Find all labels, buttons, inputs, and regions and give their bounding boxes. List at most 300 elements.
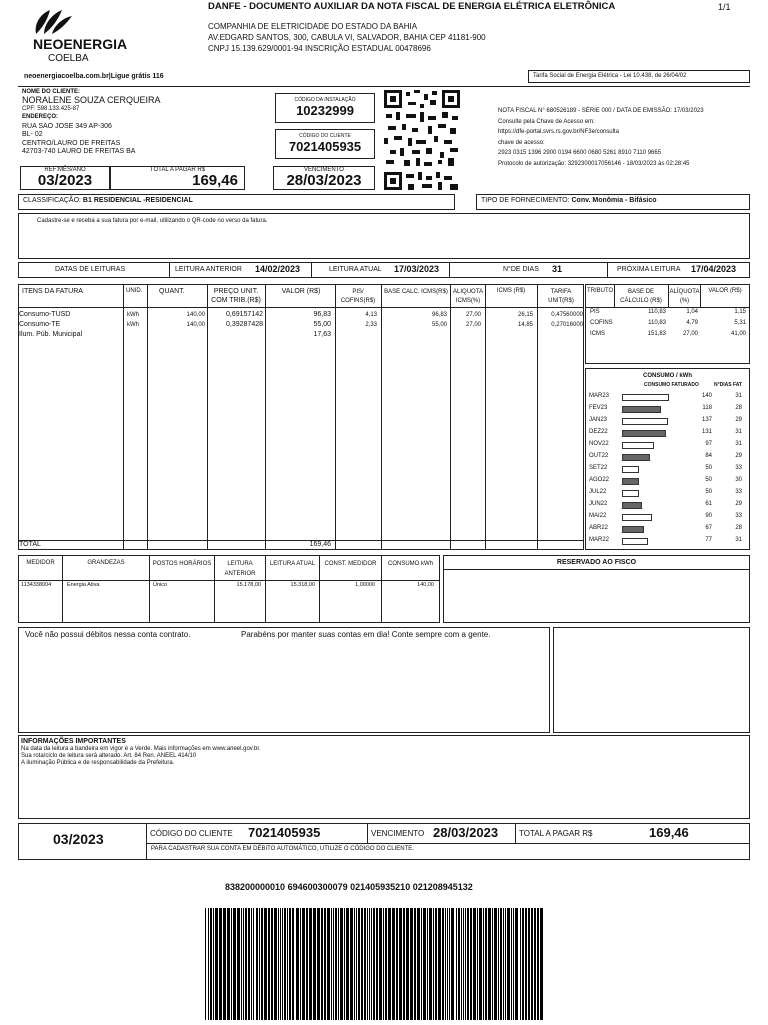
- barcode-bar: [223, 908, 226, 1020]
- due-value: 28/03/2023: [286, 172, 362, 189]
- meter-consumo: 140,00: [417, 582, 434, 588]
- barcode-bar: [245, 908, 247, 1020]
- chart-days-label: 30: [735, 477, 742, 483]
- chart-month-label: JAN23: [589, 417, 608, 423]
- chart-days-label: 31: [735, 537, 742, 543]
- tax-row-3-value: 41,00: [730, 331, 746, 337]
- item-row-2-base: 55,00: [431, 322, 447, 328]
- company-line-2: AV.EDGARD SANTOS, 300, CABULA VI, SALVADOR, BAHIA CEP 41181-900: [208, 33, 486, 42]
- days-label: N°DE DIAS: [503, 266, 539, 273]
- total-label: TOTAL A PAGAR R$: [149, 167, 206, 173]
- classification-value: B1 RESIDENCIAL -RESIDENCIAL: [82, 197, 193, 204]
- chart-value-label: 84: [705, 453, 712, 459]
- barcode-bar: [264, 908, 267, 1020]
- barcode-number: 838200000010 694600300079 021405935210 021208945132: [225, 882, 473, 892]
- chart-days-label: 29: [735, 417, 742, 423]
- meter-header-medidor: MEDIDOR: [26, 560, 55, 566]
- client-top-rule: [18, 86, 750, 87]
- barcode-bar: [261, 908, 263, 1020]
- classification-box: [18, 194, 455, 210]
- barcode-bar: [219, 908, 222, 1020]
- chart-value-label: 137: [701, 417, 712, 423]
- barcode-bar: [525, 908, 527, 1020]
- barcode-bar: [485, 908, 487, 1020]
- chart-bar: [622, 454, 650, 461]
- barcode-bar: [417, 908, 420, 1020]
- fisco-rule: [444, 569, 749, 570]
- barcode-bar: [302, 908, 305, 1020]
- barcode-bar: [259, 908, 260, 1020]
- tax-row-1-name: PIS: [590, 309, 600, 315]
- barcode-bar: [321, 908, 323, 1020]
- chart-col-consumo: CONSUMO FATURADO: [644, 382, 699, 388]
- chart-bar: [622, 466, 639, 473]
- barcode-bar: [253, 908, 254, 1020]
- site-info[interactable]: neoenergiacoelba.com.br|Ligue grátis 116: [24, 73, 164, 80]
- barcode-bar: [317, 908, 320, 1020]
- barcode-bar: [306, 908, 308, 1020]
- due-box: [273, 166, 375, 190]
- barcode-bar: [300, 908, 301, 1020]
- chart-col-days: N°DIAS FAT: [714, 382, 743, 388]
- chart-bar: [622, 478, 639, 485]
- readings-bar: [18, 262, 750, 278]
- barcode-bar: [458, 908, 460, 1020]
- curr-reading-date: 17/03/2023: [394, 264, 440, 274]
- barcode-bar: [379, 908, 382, 1020]
- chart-month-label: ABR22: [589, 525, 609, 531]
- barcode-bar: [373, 908, 375, 1020]
- prev-reading-label: LEITURA ANTERIOR: [175, 266, 242, 273]
- consumption-chart: [585, 368, 750, 550]
- address-line-3: CENTRO/LAURO DE FREITAS: [22, 140, 121, 147]
- items-header-icms: ICMS (R$): [496, 288, 526, 294]
- item-row-2-price: 0,39287428: [226, 321, 263, 328]
- barcode-bar: [346, 908, 349, 1020]
- chart-value-label: 61: [705, 501, 712, 507]
- barcode-bar: [233, 908, 236, 1020]
- items-col-8: [485, 285, 486, 549]
- chart-bar: [622, 526, 644, 533]
- ref-value: 03/2023: [37, 172, 93, 189]
- barcode-bar: [442, 908, 444, 1020]
- due-label: VENCIMENTO: [304, 167, 344, 173]
- meter-header-grandezas: GRANDEZAS: [87, 560, 125, 566]
- barcode-bar: [256, 908, 258, 1020]
- items-col-2: [147, 285, 148, 549]
- barcode-bar: [237, 908, 240, 1020]
- barcode-bar: [498, 908, 499, 1020]
- item-row-2-tariff: 0,27016000: [551, 322, 583, 328]
- meter-header-leitura-atual: LEITURA ATUAL: [269, 561, 316, 567]
- chart-month-label: JUL22: [589, 489, 607, 495]
- items-table: [18, 284, 584, 550]
- barcode-bar: [282, 908, 283, 1020]
- ref-label: REF:MÊS/ANO: [44, 167, 86, 173]
- barcode-bar: [358, 908, 360, 1020]
- client-code: 7021405935: [288, 139, 362, 154]
- chart-title: CONSUMO / kWh: [643, 373, 692, 379]
- item-row-2-unit: kWh: [127, 322, 139, 328]
- barcode-bar: [278, 908, 279, 1020]
- barcode-bar: [522, 908, 524, 1020]
- tax-row-2-name: COFINS: [590, 320, 613, 326]
- nf-consult-link[interactable]: https://dfe-portal.svrs.rs.gov.br/NF3e/consulta: [498, 129, 619, 135]
- barcode-bar: [248, 908, 250, 1020]
- readings-divider-2: [311, 263, 312, 277]
- barcode-bar: [503, 908, 504, 1020]
- tax-row-2-value: 5,31: [734, 320, 746, 326]
- items-total-label: TOTAL: [19, 541, 41, 548]
- barcode-bar: [287, 908, 288, 1020]
- chart-month-label: MAR23: [589, 393, 610, 399]
- barcode-bar: [340, 908, 343, 1020]
- barcode-bar: [537, 908, 539, 1020]
- item-row-1-qty: 140,00: [186, 312, 205, 318]
- next-reading-date: 17/04/2023: [691, 264, 737, 274]
- items-header-price: PREÇO UNIT. COM TRIB.(R$): [211, 288, 261, 304]
- items-header-qty: QUANT.: [159, 288, 185, 295]
- barcode-bar: [388, 908, 391, 1020]
- chart-bar: [622, 490, 639, 497]
- barcode-bar: [406, 908, 409, 1020]
- barcode-bar: [421, 908, 422, 1020]
- chart-bar: [622, 442, 654, 449]
- chart-days-label: 31: [735, 429, 742, 435]
- barcode-bar: [463, 908, 464, 1020]
- barcode-bar: [383, 908, 384, 1020]
- item-row-2-aliq: 27,00: [465, 322, 481, 328]
- barcode-bar: [241, 908, 242, 1020]
- footer-ref: 03/2023: [53, 831, 104, 847]
- chart-value-label: 140: [701, 393, 712, 399]
- barcode-bar: [292, 908, 294, 1020]
- barcode-bar: [483, 908, 484, 1020]
- barcode-bar: [327, 908, 330, 1020]
- item-row-1-unit: kWh: [127, 312, 139, 318]
- address-label: ENDEREÇO:: [22, 114, 59, 120]
- readings-divider-3: [449, 263, 450, 277]
- barcode-bar: [403, 908, 405, 1020]
- qr-code-icon: [384, 90, 460, 190]
- chart-month-label: AGO22: [589, 477, 610, 483]
- chart-value-label: 50: [705, 477, 712, 483]
- barcode-bar: [511, 908, 512, 1020]
- chart-value-label: 131: [701, 429, 712, 435]
- barcode-bar: [477, 908, 478, 1020]
- nf-line-1: NOTA FISCAL N° 680526189 - SÉRIE 000 / DATA DE EMISSÃO: 17/03/2023: [498, 108, 704, 114]
- barcode-bar: [296, 908, 299, 1020]
- barcode-bar: [399, 908, 402, 1020]
- meter-id: 1134338004: [21, 582, 52, 588]
- nf-info-block: [498, 106, 704, 169]
- meter-header-postos: POSTOS HORÁRIOS: [152, 561, 212, 567]
- chart-days-label: 33: [735, 513, 742, 519]
- messages-box: [18, 627, 550, 733]
- barcode-bar: [356, 908, 357, 1020]
- barcode-bar: [215, 908, 218, 1020]
- barcode-bar: [433, 908, 434, 1020]
- barcode-bar: [540, 908, 543, 1020]
- chart-value-label: 67: [705, 525, 712, 531]
- chart-month-label: OUT22: [589, 453, 609, 459]
- info-line-2: Sua rota/ciclo de leitura será alterado. Art. 84 Ren. ANEEL 414/10: [21, 753, 197, 759]
- tax-row-1-base: 110,83: [648, 309, 666, 315]
- meter-header-consumo: CONSUMO kWh: [388, 561, 433, 567]
- barcode-bar: [423, 908, 426, 1020]
- meter-header-leitura-ant: LEITURA ANTERIOR: [224, 561, 256, 577]
- nf-protocol: Protocolo de autorização: 3292300017056146 - 18/03/2023 às 02:28:45: [498, 160, 690, 167]
- qr-code[interactable]: [384, 90, 460, 190]
- barcode: [205, 908, 545, 1020]
- message-1: Você não possui débitos nessa conta contrato.: [25, 630, 191, 639]
- barcode-bar: [507, 908, 510, 1020]
- chart-days-label: 33: [735, 489, 742, 495]
- barcode-bar: [515, 908, 518, 1020]
- items-col-5: [335, 285, 336, 549]
- readings-label: DATAS DE LEITURAS: [55, 266, 126, 273]
- chart-days-label: 28: [735, 405, 742, 411]
- barcode-bar: [488, 908, 491, 1020]
- barcode-bar: [473, 908, 476, 1020]
- meter-table: [18, 555, 440, 623]
- barcode-bar: [268, 908, 270, 1020]
- item-row-2-icms: 14,85: [517, 322, 533, 328]
- barcode-bar: [210, 908, 212, 1020]
- items-col-1: [123, 285, 124, 549]
- chart-value-label: 97: [705, 441, 712, 447]
- barcode-bar: [513, 908, 514, 1020]
- nf-line-2: Consulte pela Chave de Acesso em:: [498, 118, 595, 125]
- address-line-2: BL- 02: [22, 131, 43, 138]
- barcode-bar: [364, 908, 366, 1020]
- barcode-bar: [456, 908, 457, 1020]
- company-line-1: COMPANHIA DE ELETRICIDADE DO ESTADO DA BAHIA: [208, 22, 418, 31]
- footer-divider-1: [146, 824, 147, 859]
- tax-row-3-aliq: 27,00: [682, 331, 698, 337]
- curr-reading-label: LEITURA ATUAL: [329, 266, 382, 273]
- item-row-1-value: 96,83: [313, 311, 331, 318]
- chart-value-label: 77: [705, 537, 712, 543]
- readings-divider-1: [169, 263, 170, 277]
- barcode-bar: [231, 908, 232, 1020]
- chart-days-label: 29: [735, 501, 742, 507]
- barcode-bar: [280, 908, 281, 1020]
- item-row-2-value: 55,00: [313, 321, 331, 328]
- items-header-item: ITENS DA FATURA: [22, 288, 83, 295]
- nf-line-4: chave de acesso:: [498, 139, 545, 146]
- supply-value: Conv. Monômia - Bifásico: [571, 197, 657, 204]
- barcode-bar: [528, 908, 530, 1020]
- chart-days-label: 29: [735, 453, 742, 459]
- chart-bar: [622, 538, 648, 545]
- items-col-3: [207, 285, 208, 549]
- barcode-bar: [361, 908, 363, 1020]
- supply-box: [476, 194, 750, 210]
- item-row-2-pis: 2,33: [365, 322, 377, 328]
- barcode-bar: [251, 908, 252, 1020]
- ref-box: [20, 166, 110, 190]
- barcode-bar: [213, 908, 214, 1020]
- info-line-1: Na data da leitura a bandeira em vigor é a Verde. Mais informações em www.aneel.gov.br.: [21, 746, 261, 752]
- notice-text: Cadastre-se e receba a sua fatura por e-mail, utilizando o QR-code no verso da fatura.: [37, 218, 268, 224]
- barcode-bar: [354, 908, 355, 1020]
- barcode-bar: [205, 908, 206, 1020]
- tax-header-rule: [586, 307, 749, 308]
- barcode-bar: [227, 908, 230, 1020]
- tax-col-1: [614, 285, 615, 307]
- chart-month-label: FEV23: [589, 405, 608, 411]
- barcode-bar: [465, 908, 466, 1020]
- chart-value-label: 50: [705, 465, 712, 471]
- barcode-bar: [271, 908, 273, 1020]
- barcode-bar: [331, 908, 332, 1020]
- items-header-pis: PIS/ COFINS(R$): [340, 289, 376, 304]
- barcode-bar: [289, 908, 291, 1020]
- barcode-bar: [371, 908, 372, 1020]
- barcode-bar: [324, 908, 326, 1020]
- chart-days-label: 33: [735, 465, 742, 471]
- meter-header-rule: [19, 580, 439, 581]
- footer-mid-rule: [146, 843, 749, 844]
- nf-access-key: 2923 0315 1396 2900 0194 6600 0680 5261 8910 7110 9665: [498, 150, 662, 156]
- footer-due-label: VENCIMENTO: [371, 829, 425, 838]
- barcode-bar: [531, 908, 533, 1020]
- items-header-value: VALOR (R$): [281, 288, 321, 295]
- barcode-bar: [367, 908, 368, 1020]
- tax-row-3-name: ICMS: [590, 331, 605, 337]
- info-box: [18, 735, 750, 819]
- tax-header-aliq: ALÍQUOTA (%): [669, 289, 700, 304]
- client-name: NORALENE SOUZA CERQUEIRA: [22, 95, 161, 105]
- page-number: 1/1: [718, 2, 731, 12]
- tax-header-base: BASE DE CÁLCULO (R$): [620, 289, 662, 304]
- supply-label: TIPO DE FORNECIMENTO:: [481, 197, 570, 204]
- item-row-2-qty: 140,00: [186, 322, 205, 328]
- footer-divider-2: [367, 824, 368, 843]
- sub-brand: COELBA: [48, 53, 89, 64]
- total-value: 169,46: [192, 172, 238, 189]
- chart-days-label: 31: [735, 393, 742, 399]
- footer-client: 7021405935: [248, 825, 321, 840]
- neoenergia-logo: [30, 6, 74, 36]
- brand-name: NEOENERGIA: [33, 36, 128, 52]
- footer-client-label: CÓDIGO DO CLIENTE: [150, 829, 233, 838]
- tax-row-2-base: 110,83: [648, 320, 666, 326]
- chart-bar: [622, 406, 661, 413]
- barcode-bar: [435, 908, 437, 1020]
- chart-value-label: 118: [702, 405, 712, 411]
- classification-label: CLASSIFICAÇÃO:: [23, 197, 81, 204]
- barcode-bar: [333, 908, 334, 1020]
- meter-curr: 15.318,00: [290, 582, 315, 588]
- meter-const: 1,00000: [355, 582, 375, 588]
- fisco-box: [443, 555, 750, 623]
- barcode-bar: [376, 908, 378, 1020]
- tax-row-1-value: 1,15: [734, 309, 746, 315]
- notice-box: [18, 213, 750, 259]
- barcode-bar: [396, 908, 398, 1020]
- chart-bar: [622, 430, 666, 437]
- barcode-bar: [470, 908, 472, 1020]
- messages-side-box: [553, 627, 750, 733]
- barcode-bar: [451, 908, 454, 1020]
- barcode-bar: [274, 908, 277, 1020]
- barcode-bar: [385, 908, 387, 1020]
- tax-table: [585, 284, 750, 364]
- item-row-1-price: 0,69157142: [226, 311, 263, 318]
- barcode-bar: [461, 908, 462, 1020]
- footer-slip: [18, 823, 750, 860]
- items-col-4: [265, 285, 266, 549]
- barcode-bar: [500, 908, 502, 1020]
- client-code-box: [275, 129, 375, 159]
- tax-row-3-base: 151,83: [647, 331, 666, 337]
- info-line-3: A iluminação Pública e de responsabilidade da Prefeitura.: [21, 760, 175, 766]
- company-line-3: CNPJ 15.139.629/0001-94 INSCRIÇÃO ESTADUAL 00478696: [208, 44, 431, 53]
- item-row-1-pis: 4,13: [365, 312, 377, 318]
- tarifa-social-text: Tarifa Social de Energia Elétrica - Lei 10.438, de 26/04/02: [533, 73, 687, 79]
- items-header-base: BASE CALC. ICMS(R$): [384, 289, 448, 295]
- tax-header-tributo: TRIBUTO: [587, 288, 614, 294]
- tax-header-value: VALOR (R$): [708, 288, 742, 294]
- barcode-bar: [338, 908, 339, 1020]
- meter-grandeza: Energia Ativa: [67, 582, 100, 588]
- barcode-bar: [369, 908, 370, 1020]
- barcode-bar: [284, 908, 286, 1020]
- item-row-1-icms: 26,15: [517, 312, 533, 318]
- items-header-aliq: ALIQUOTA ICMS(%): [453, 289, 483, 304]
- barcode-bar: [494, 908, 497, 1020]
- items-col-9: [537, 285, 538, 549]
- barcode-bar: [344, 908, 345, 1020]
- barcode-bar: [410, 908, 413, 1020]
- barcode-bar: [520, 908, 521, 1020]
- barcode-bar: [309, 908, 312, 1020]
- installation-label: CÓDIGO DA INSTALAÇÃO: [294, 97, 356, 103]
- footer-total-label: TOTAL A PAGAR R$: [519, 829, 593, 838]
- barcode-bar: [414, 908, 416, 1020]
- barcode-bar: [479, 908, 482, 1020]
- chart-month-label: NOV22: [589, 441, 609, 447]
- barcode-bar: [534, 908, 536, 1020]
- installation-code-box: [275, 93, 375, 123]
- item-row-2-name: Consumo-TE: [19, 321, 61, 328]
- barcode-bar: [505, 908, 506, 1020]
- barcode-bar: [392, 908, 395, 1020]
- barcode-bar: [350, 908, 353, 1020]
- client-name-label: NOME DO CLIENTE:: [22, 89, 80, 95]
- chart-month-label: SET22: [589, 465, 608, 471]
- barcode-bar: [335, 908, 337, 1020]
- item-row-1-base: 96,83: [431, 312, 447, 318]
- tax-row-1-aliq: 1,04: [686, 309, 698, 315]
- tarifa-social-box: [528, 70, 750, 83]
- chart-value-label: 90: [705, 513, 712, 519]
- leaf-logo-icon: [30, 6, 74, 36]
- items-header-tariff: TARIFA UNIT(R$): [548, 289, 574, 304]
- meter-prev: 15.178,00: [236, 582, 261, 588]
- footer-total: 169,46: [649, 825, 689, 840]
- meter-posto: Único: [153, 582, 168, 588]
- fisco-label: RESERVADO AO FISCO: [556, 559, 637, 566]
- chart-bar: [622, 502, 642, 509]
- total-box: [110, 166, 245, 190]
- barcode-bar: [429, 908, 432, 1020]
- next-reading-label: PRÓXIMA LEITURA: [617, 266, 681, 273]
- items-col-6: [381, 285, 382, 549]
- message-2: Parabéns por manter suas contas em dia! Conte sempre com a gente.: [241, 630, 491, 639]
